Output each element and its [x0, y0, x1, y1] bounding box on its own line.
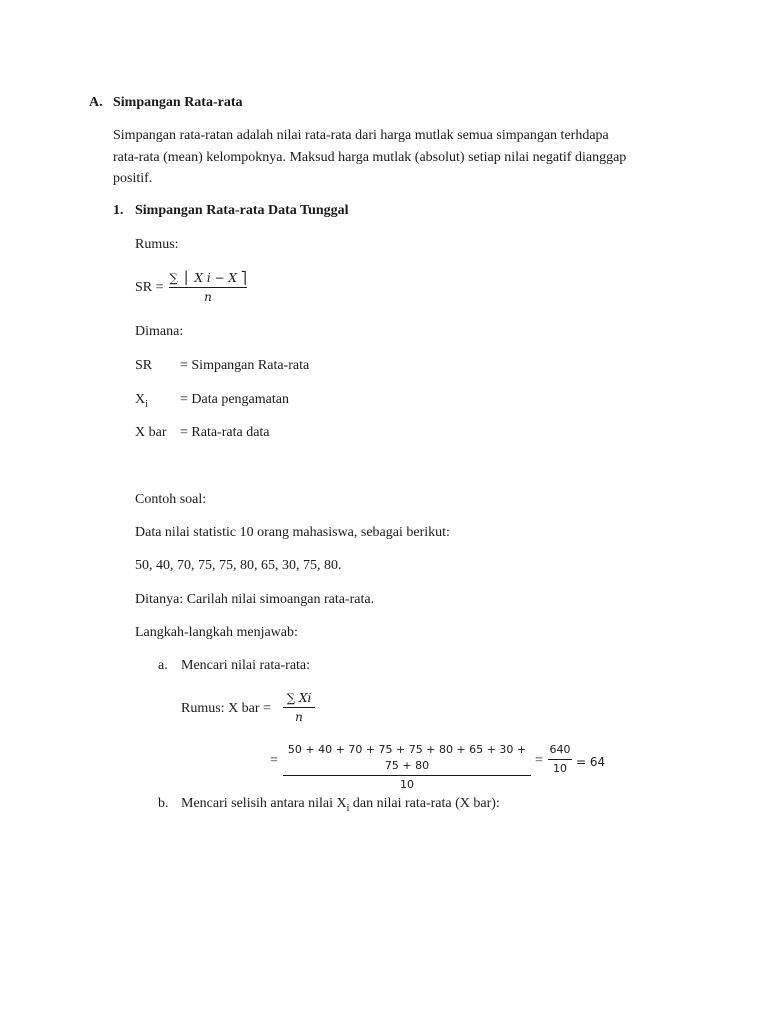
definition-symbol-sr: SR: [135, 358, 153, 373]
dimana-label: Dimana:: [135, 324, 184, 339]
contoh-label: Contoh soal:: [135, 492, 207, 507]
subscript-i: i: [145, 398, 148, 410]
step-b-text-after: dan nilai rata-rata (X bar):: [349, 796, 500, 811]
subsection-title: Simpangan Rata-rata Data Tunggal: [135, 203, 349, 218]
definition-symbol-xi: [135, 391, 148, 414]
section-title: Simpangan Rata-rata: [113, 95, 243, 110]
total-fraction: [548, 742, 572, 777]
steps-label: Langkah-langkah menjawab:: [135, 625, 298, 640]
sr-formula-fraction: [169, 270, 247, 305]
sum-numerator: 50 + 40 + 70 + 75 + 75 + 80 + 65 + 30 + 75 + 80: [287, 743, 527, 772]
intro-line-1: Simpangan rata-ratan adalah nilai rata-rata dari harga mutlak semua simpangan terhdapa: [113, 128, 609, 143]
section-letter: A.: [89, 95, 103, 110]
sr-formula-denominator: n: [204, 290, 212, 304]
definition-meaning-sr: = Simpangan Rata-rata: [180, 358, 310, 373]
subsection-number: 1.: [113, 203, 124, 218]
intro-line-2: rata-rata (mean) kelompoknya. Maksud harga mutlak (absolut) setiap nilai negatif dianggap: [113, 150, 627, 165]
definition-symbol-x: X: [135, 392, 146, 407]
xbar-formula-lhs: Rumus: X bar =: [181, 701, 271, 716]
fraction-bar: [548, 759, 572, 760]
definition-meaning-xbar: = Rata-rata data: [180, 425, 270, 440]
xbar-formula-numerator: ∑ Xi: [286, 691, 312, 705]
calc-result: = 64: [576, 755, 606, 769]
step-b-text-before: Mencari selisih antara nilai X: [181, 796, 347, 811]
fraction-bar: [283, 775, 531, 776]
subscript-i: i: [346, 802, 350, 814]
total-numerator: 640: [549, 743, 571, 756]
xbar-formula-denominator: n: [295, 710, 303, 724]
xbar-formula-fraction: [283, 690, 315, 725]
sr-formula-lhs: SR =: [135, 280, 164, 295]
problem-text: Data nilai statistic 10 orang mahasiswa, sebagai berikut:: [135, 525, 450, 540]
step-b-text: [181, 795, 500, 818]
question-text: Ditanya: Carilah nilai simoangan rata-rata.: [135, 592, 375, 607]
rumus-label: Rumus:: [135, 237, 179, 252]
total-denominator: 10: [553, 762, 567, 775]
intro-line-3: positif.: [113, 171, 153, 186]
definition-meaning-xi: = Data pengamatan: [180, 392, 289, 407]
calc-equals-2: =: [535, 753, 543, 768]
step-b-letter: b.: [158, 796, 169, 811]
sum-denominator: 10: [400, 778, 414, 791]
fraction-bar: [169, 287, 247, 288]
step-a-text: Mencari nilai rata-rata:: [181, 658, 311, 673]
definition-symbol-xbar: X bar: [135, 425, 167, 440]
data-values: 50, 40, 70, 75, 75, 80, 65, 30, 75, 80.: [135, 558, 342, 573]
sum-fraction: [283, 742, 531, 793]
fraction-bar: [283, 707, 315, 708]
sr-formula-numerator: ∑ ⎪ X i − X ⎤: [169, 271, 247, 285]
calc-equals-1: =: [270, 753, 278, 768]
step-a-letter: a.: [158, 658, 168, 673]
